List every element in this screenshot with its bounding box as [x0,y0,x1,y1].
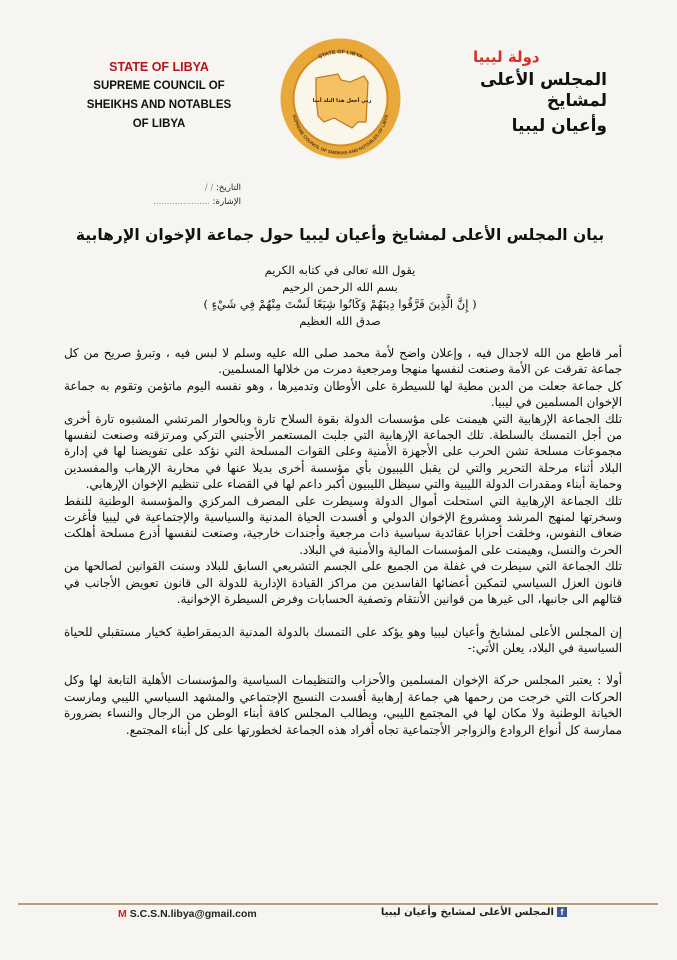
date-label: التاريخ: [213,183,241,193]
reference-label: الإشارة: [209,197,241,207]
body-paragraph: كل جماعة جعلت من الدين مطية لها للسيطرة على الأوطان وتدميرها ، وهو نفسه اليوم ماتؤمن وتقوم به جماعة الإخوان المسلمين في ليبيا. [64,378,622,410]
arabic-header [457,48,607,137]
arabic-council-line: وأعيان ليبيا [511,116,607,136]
document-meta [91,181,241,209]
seal-top-text: STATE OF LIBYA [317,49,364,61]
english-header [84,58,234,134]
seal-ring-text: SUPREME COUNCIL OF SHEIKHS AND NOTABLES OF LIBYA [291,114,390,156]
seal-map-text: ربي أجعل هذا البلد أمنا [312,98,372,104]
body-paragraph: أولا : يعتبر المجلس حركة الإخوان المسلمين والأحزاب والتنظيمات السياسية والمؤسسات الأهلية التابعة لها وكل الحركات التي خرجت من رحمها هي جماعة إرهابية أفسدت النسيج الإجتماعي والمشهد السياسي الليبي ومارست الخيانة الوطنية ولا مكان لها في المجتمع الليبي، ويطالب المجلس كافة أبناء الوطن من الرجال والنساء بضرورة ممارسة كل أنواع الروادع والزواجر الأجتماعية تجاه أفراد هذه الجماعة لخطورتها على كل أبناء المجتمع. [64,673,622,737]
footer-divider [18,903,658,905]
body-paragraph: تلك الجماعة التي سيطرت في غفلة من الجميع على الجسم التشريعي السابق للبلاد وسنت القوانين لصالحها من قانون العزل السياسي لتمكين أعضائها الفاسدين من مراكز القيادة الإدارية للدولة الى قانون تعويض الأجانب في قتالهم الى جانبها، الى غيرها من قوانين الأنتقام وتصفية الحسابات وفرض السيطرة الإخوانية. [64,559,622,607]
body-paragraph: تلك الجماعة الإرهابية التي استحلت أموال الدولة وسيطرت على المصرف المركزي والمؤسسة الوطنية للنفط وسخرتها لمنهج المرشد ومشروع الإخوان الدولي و أفسدت الحياة المدنية والسياسية والإجتماعية في ليبيا فأغرت ضعاف النفوس، وخلقت أحزابا عقائدية سياسية ذات مرجعية وأجندات خارجية، وصنعت لنفسها أذرع مسلحة أهلكت الحرث والنسل، وهيمنت على المؤسسات المالية والأمنية في البلاد. [64,493,622,557]
verse-intro: يقول الله تعالى في كتابه الكريم [264,263,416,277]
footer-facebook[interactable] [381,907,567,918]
verse-block [60,262,620,330]
body-paragraph: أمر قاطع من الله لاجدال فيه ، وإعلان واضح لأمة محمد صلى الله عليه وسلم لا لبس فيه ، وتبرؤ صريح من كل جماعة تفرقت عن الأمة وصنعت لنفسها منهجا ومرجعية دمرت من خلالها المسلمين. [64,346,622,377]
ayah-text: ( إِنَّ الَّذِينَ فَرَّقُوا دِينَهُمْ وَكَانُوا شِيَعًا لَسْتَ مِنْهُمْ فِي شَيْءٍ ) [203,297,477,311]
facebook-page-name[interactable]: المجلس الأعلى لمشايخ وأعيان ليبيا [380,907,554,918]
facebook-icon: f [557,907,567,917]
reference-value: ..................... [153,197,210,207]
statement-title: بيان المجلس الأعلى لمشايخ وأعيان ليبيا حول جماعة الإخوان الإرهابية [75,226,605,244]
english-state-name: STATE OF LIBYA [109,60,209,74]
english-council-line: OF LIBYA [132,118,186,130]
date-value: / / [204,183,214,193]
email-address[interactable]: S.C.S.N.libya@gmail.com [129,908,257,920]
gmail-icon: M [118,908,127,920]
body-paragraph: تلك الجماعة الإرهابية التي هيمنت على مؤسسات الدولة بقوة السلاح تارة وبالحوار المرتشي المشبوه تارة أخرى من أجل التمسك بالسلطة. تلك الجماعة الإرهابية التي جلبت المستعمر الأجنبي التركي ومرتزقته وصنعت لنفسها مجموعات مسلحة تشن الحرب على الأجهزة الأمنية وعلى القوات المسلحة التي نؤكد على تفويضنا لها في إدارة البلاد أثناء مرحلة التحرير والتي لن يقبل الليبيون بأي مؤسسة أخرى بديلا عنها في محاربة الإرهاب والمفسدين وحماية أبناء ومقدرات الدولة الليبية والتي سيظل الليبيون أكبر داعم لها في القضاء على تنظيم الإخوان الإرهابي. [64,411,622,492]
english-council-line: SUPREME COUNCIL OF [93,80,225,92]
body-paragraph: إن المجلس الأعلى لمشايخ وأعيان ليبيا وهو يؤكد على التمسك بالدولة المدنية الديمقراطية كخيار مستقبلي للحياة السياسية في البلاد، يعلن الأتي:- [64,624,622,655]
arabic-state-name: دولة ليبيا [473,48,540,66]
footer-email[interactable] [118,908,257,920]
statement-body [64,345,622,738]
basmala: بسم الله الرحمن الرحيم [282,280,398,294]
english-council-line: SHEIKHS AND NOTABLES [86,99,232,111]
verse-closing: صدق الله العظيم [299,314,381,328]
arabic-council-line: المجلس الأعلى لمشايخ [480,70,607,111]
council-seal-logo [278,36,403,161]
